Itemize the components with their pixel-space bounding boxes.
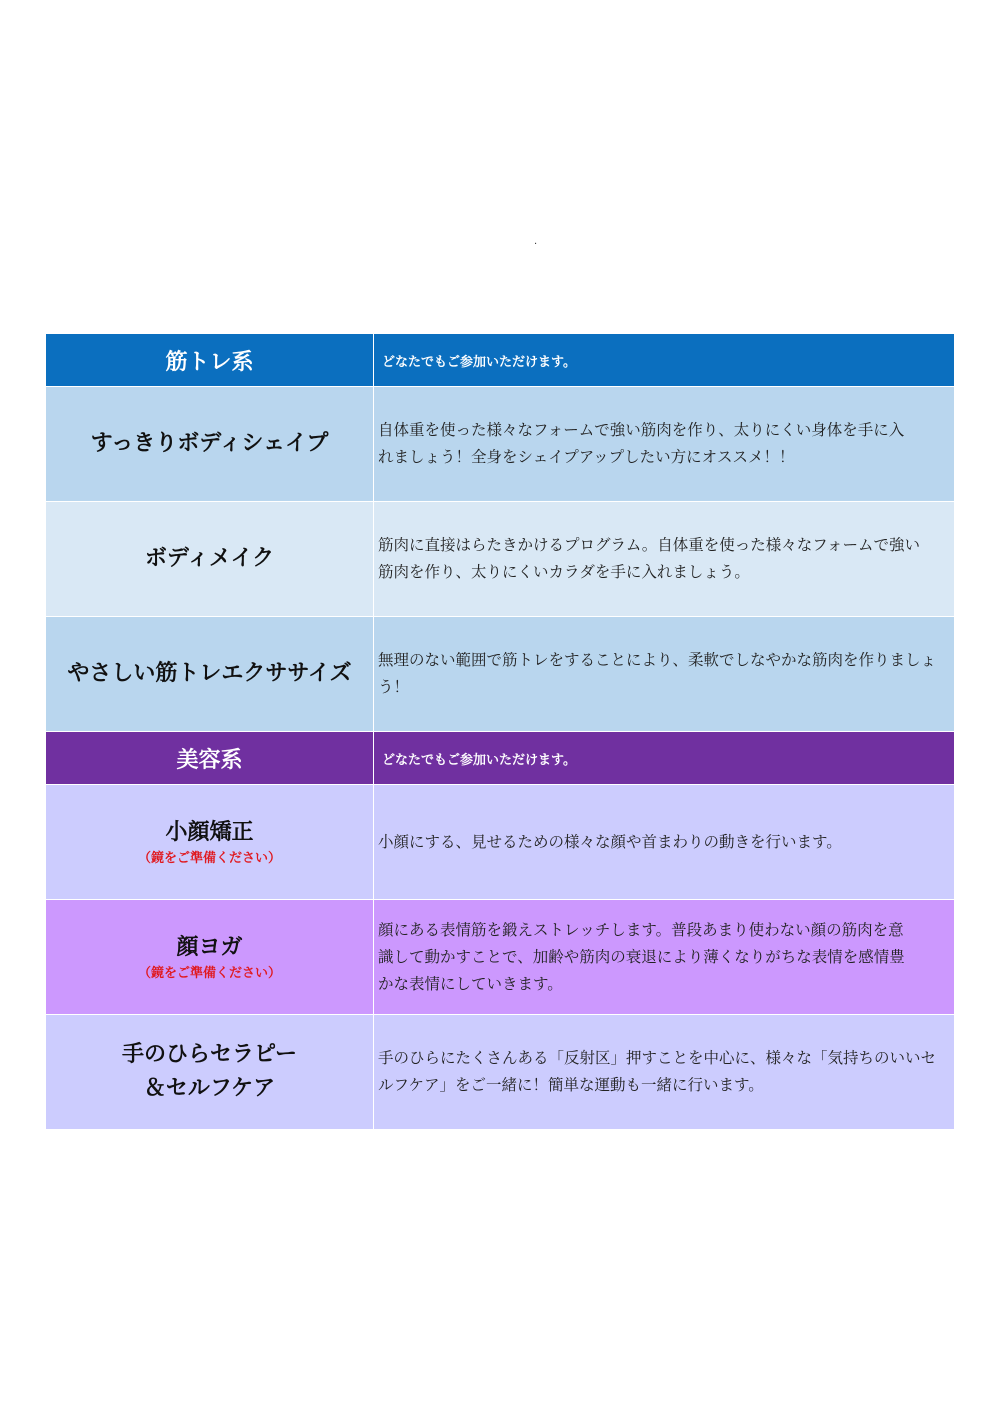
program-name: 手のひらセラピー [121, 1042, 298, 1067]
program-description: 自体重を使った様々なフォームで強い筋肉を作り、太りにくい身体を手に入 れましょう！全身をシェイプアップしたい方にオススメ！！ [378, 421, 905, 466]
program-name: 小顔矯正 [165, 820, 254, 845]
program-name: ボディメイク [144, 546, 275, 571]
program-row [46, 784, 954, 899]
section-title: 筋トレ系 [46, 334, 374, 386]
program-description: 無理のない範囲で筋トレをすることにより、柔軟でしなやかな筋肉を作りましょ う！ [378, 651, 937, 696]
program-row [46, 616, 954, 731]
section-note: どなたでもご参加いただけます。 [382, 354, 576, 370]
section-header-strength [46, 334, 954, 386]
section-header-beauty [46, 731, 954, 784]
program-row [46, 1014, 954, 1129]
section-note: どなたでもご参加いただけます。 [382, 752, 576, 768]
decor-dot: . [534, 236, 538, 247]
program-description: 顔にある表情筋を鍛えストレッチします。普段あまり使わない顔の筋肉を意 識して動かすことで、加齢や筋肉の衰退により薄くなりがちな表情を感情豊 かな表情にしていきます。 [378, 920, 905, 993]
program-table [46, 334, 954, 1129]
program-description: 小顔にする、見せるための様々な顔や首まわりの動きを行います。 [378, 832, 842, 851]
program-name: すっきりボディシェイプ [90, 431, 329, 456]
program-name: 顔ヨガ [176, 935, 243, 960]
program-note: （鏡をご準備ください） [137, 851, 281, 866]
program-row [46, 501, 954, 616]
section-title: 美容系 [46, 732, 374, 784]
program-row [46, 899, 954, 1014]
program-name-line2: ＆セルフケア [143, 1076, 276, 1101]
program-description: 手のひらにたくさんある「反射区」押すことを中心に、様々な「気持ちのいいセ ルフケア」をご一緒に！簡単な運動も一緒に行います。 [378, 1049, 937, 1094]
program-name: やさしい筋トレエクササイズ [67, 661, 352, 686]
program-row [46, 386, 954, 501]
program-description: 筋肉に直接はらたきかけるプログラム。自体重を使った様々なフォームで強い 筋肉を作り、太りにくいカラダを手に入れましょう。 [378, 536, 921, 581]
program-note: （鏡をご準備ください） [137, 966, 281, 981]
